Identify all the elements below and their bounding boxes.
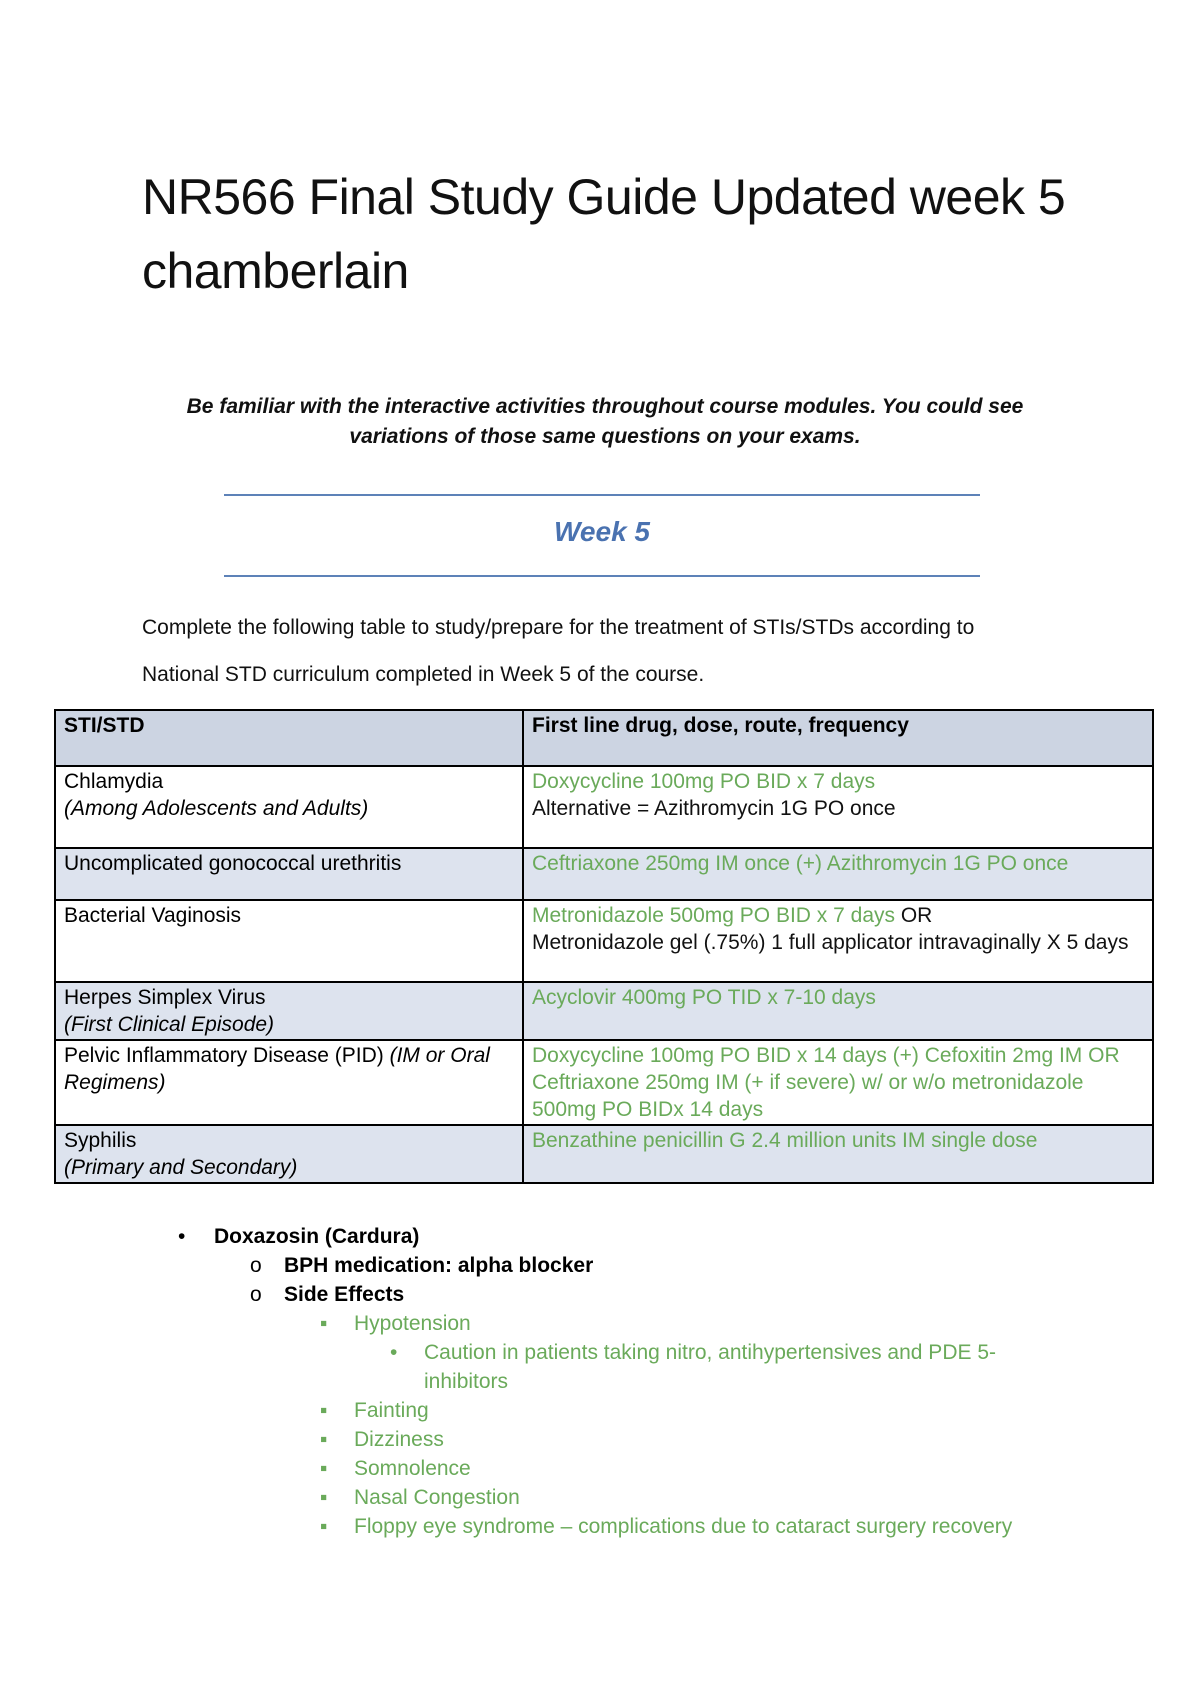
table-row xyxy=(55,766,1153,848)
treatment-alternative: Alternative = Azithromycin 1G PO once xyxy=(532,797,896,820)
sti-cell xyxy=(55,982,523,1040)
table-row xyxy=(55,1125,1153,1183)
bullet-square: ▪ xyxy=(320,1399,328,1422)
sti-treatment-table xyxy=(54,709,1154,1184)
sti-subtitle: (Primary and Secondary) xyxy=(64,1156,298,1179)
side-effect: Nasal Congestion xyxy=(354,1486,520,1509)
sti-subtitle: (Among Adolescents and Adults) xyxy=(64,797,369,820)
list-item xyxy=(170,1338,1024,1396)
bullet-square: ▪ xyxy=(320,1428,328,1451)
list-item xyxy=(170,1454,1130,1483)
list-item xyxy=(170,1396,1130,1425)
bullet-square: ▪ xyxy=(320,1515,328,1538)
side-effect: Dizziness xyxy=(354,1428,444,1451)
list-item xyxy=(170,1483,1130,1512)
list-item xyxy=(170,1222,1130,1251)
treatment-cell xyxy=(523,982,1153,1040)
title-line-1: NR566 Final Study Guide Updated week 5 xyxy=(142,169,1066,225)
table-row xyxy=(55,1040,1153,1125)
bullet-disc: • xyxy=(178,1225,186,1248)
treatment-text: Doxycycline 100mg PO BID x 7 days xyxy=(532,770,876,793)
list-item xyxy=(170,1309,1130,1338)
sti-cell xyxy=(55,1040,523,1125)
treatment-cell xyxy=(523,766,1153,848)
hypotension-caution: Caution in patients taking nitro, antihypertensives and PDE 5-inhibitors xyxy=(424,1341,996,1393)
treatment-text: Doxycycline 100mg PO BID x 14 days (+) Cefoxitin 2mg IM OR Ceftriaxone 250mg IM (+ if severe) w/ or w/o metronidazole 500mg PO BIDx 14 days xyxy=(532,1044,1120,1121)
treatment-text: Benzathine penicillin G 2.4 million units IM single dose xyxy=(532,1129,1038,1152)
list-item xyxy=(170,1512,1130,1541)
treatment-text: Ceftriaxone 250mg IM once (+) Azithromycin 1G PO once xyxy=(532,852,1069,875)
drug-class: BPH medication: alpha blocker xyxy=(284,1254,594,1277)
divider-bottom xyxy=(224,575,980,577)
sti-name: Pelvic Inflammatory Disease (PID) xyxy=(64,1044,390,1067)
sti-name: Herpes Simplex Virus xyxy=(64,986,266,1009)
side-effect: Somnolence xyxy=(354,1457,471,1480)
document-title xyxy=(142,160,1102,308)
sti-cell xyxy=(55,900,523,982)
bullet-disc: • xyxy=(390,1341,398,1364)
side-effect: Floppy eye syndrome – complications due to cataract surgery recovery xyxy=(354,1515,1013,1538)
list-item xyxy=(170,1425,1130,1454)
list-item xyxy=(170,1280,1130,1309)
table-row xyxy=(55,900,1153,982)
drug-name: Doxazosin (Cardura) xyxy=(214,1225,420,1248)
title-line-2: chamberlain xyxy=(142,243,409,299)
treatment-text: Metronidazole 500mg PO BID x 7 days xyxy=(532,904,896,927)
header-sti: STI/STD xyxy=(55,710,523,766)
treatment-alternative: Metronidazole gel (.75%) 1 full applicator intravaginally X 5 days xyxy=(532,931,1129,954)
treatment-cell xyxy=(523,1040,1153,1125)
treatment-connector: OR xyxy=(895,904,933,927)
treatment-cell xyxy=(523,848,1153,900)
header-treatment: First line drug, dose, route, frequency xyxy=(523,710,1153,766)
side-effect: Fainting xyxy=(354,1399,429,1422)
sti-subtitle: (IM or Oral Regimens) xyxy=(64,1044,490,1094)
sti-name: Chlamydia xyxy=(64,770,164,793)
sti-subtitle: (First Clinical Episode) xyxy=(64,1013,275,1036)
bullet-circle: o xyxy=(250,1254,262,1277)
intro-line-2: National STD curriculum completed in Week 5 of the course. xyxy=(142,663,705,686)
doxazosin-notes xyxy=(170,1222,1130,1541)
week-heading: Week 5 xyxy=(554,516,650,547)
table-row xyxy=(55,848,1153,900)
sti-name: Uncomplicated gonococcal urethritis xyxy=(64,852,402,875)
table-header-row xyxy=(55,710,1153,766)
bullet-square: ▪ xyxy=(320,1486,328,1509)
side-effect: Hypotension xyxy=(354,1312,471,1335)
bullet-square: ▪ xyxy=(320,1312,328,1335)
sti-cell xyxy=(55,1125,523,1183)
side-effects-label: Side Effects xyxy=(284,1283,405,1306)
sti-name: Syphilis xyxy=(64,1129,137,1152)
sti-cell xyxy=(55,766,523,848)
bullet-circle: o xyxy=(250,1283,262,1306)
treatment-cell xyxy=(523,900,1153,982)
sti-name: Bacterial Vaginosis xyxy=(64,904,242,927)
table-row xyxy=(55,982,1153,1040)
bullet-square: ▪ xyxy=(320,1457,328,1480)
sti-cell xyxy=(55,848,523,900)
divider-top xyxy=(224,494,980,496)
treatment-text: Acyclovir 400mg PO TID x 7-10 days xyxy=(532,986,876,1009)
intro-line-1: Complete the following table to study/prepare for the treatment of STIs/STDs according to xyxy=(142,616,975,639)
list-item xyxy=(170,1251,1130,1280)
treatment-cell xyxy=(523,1125,1153,1183)
exam-notice: Be familiar with the interactive activities throughout course modules. You could see variations of those same questions on your exams. xyxy=(186,395,1024,448)
